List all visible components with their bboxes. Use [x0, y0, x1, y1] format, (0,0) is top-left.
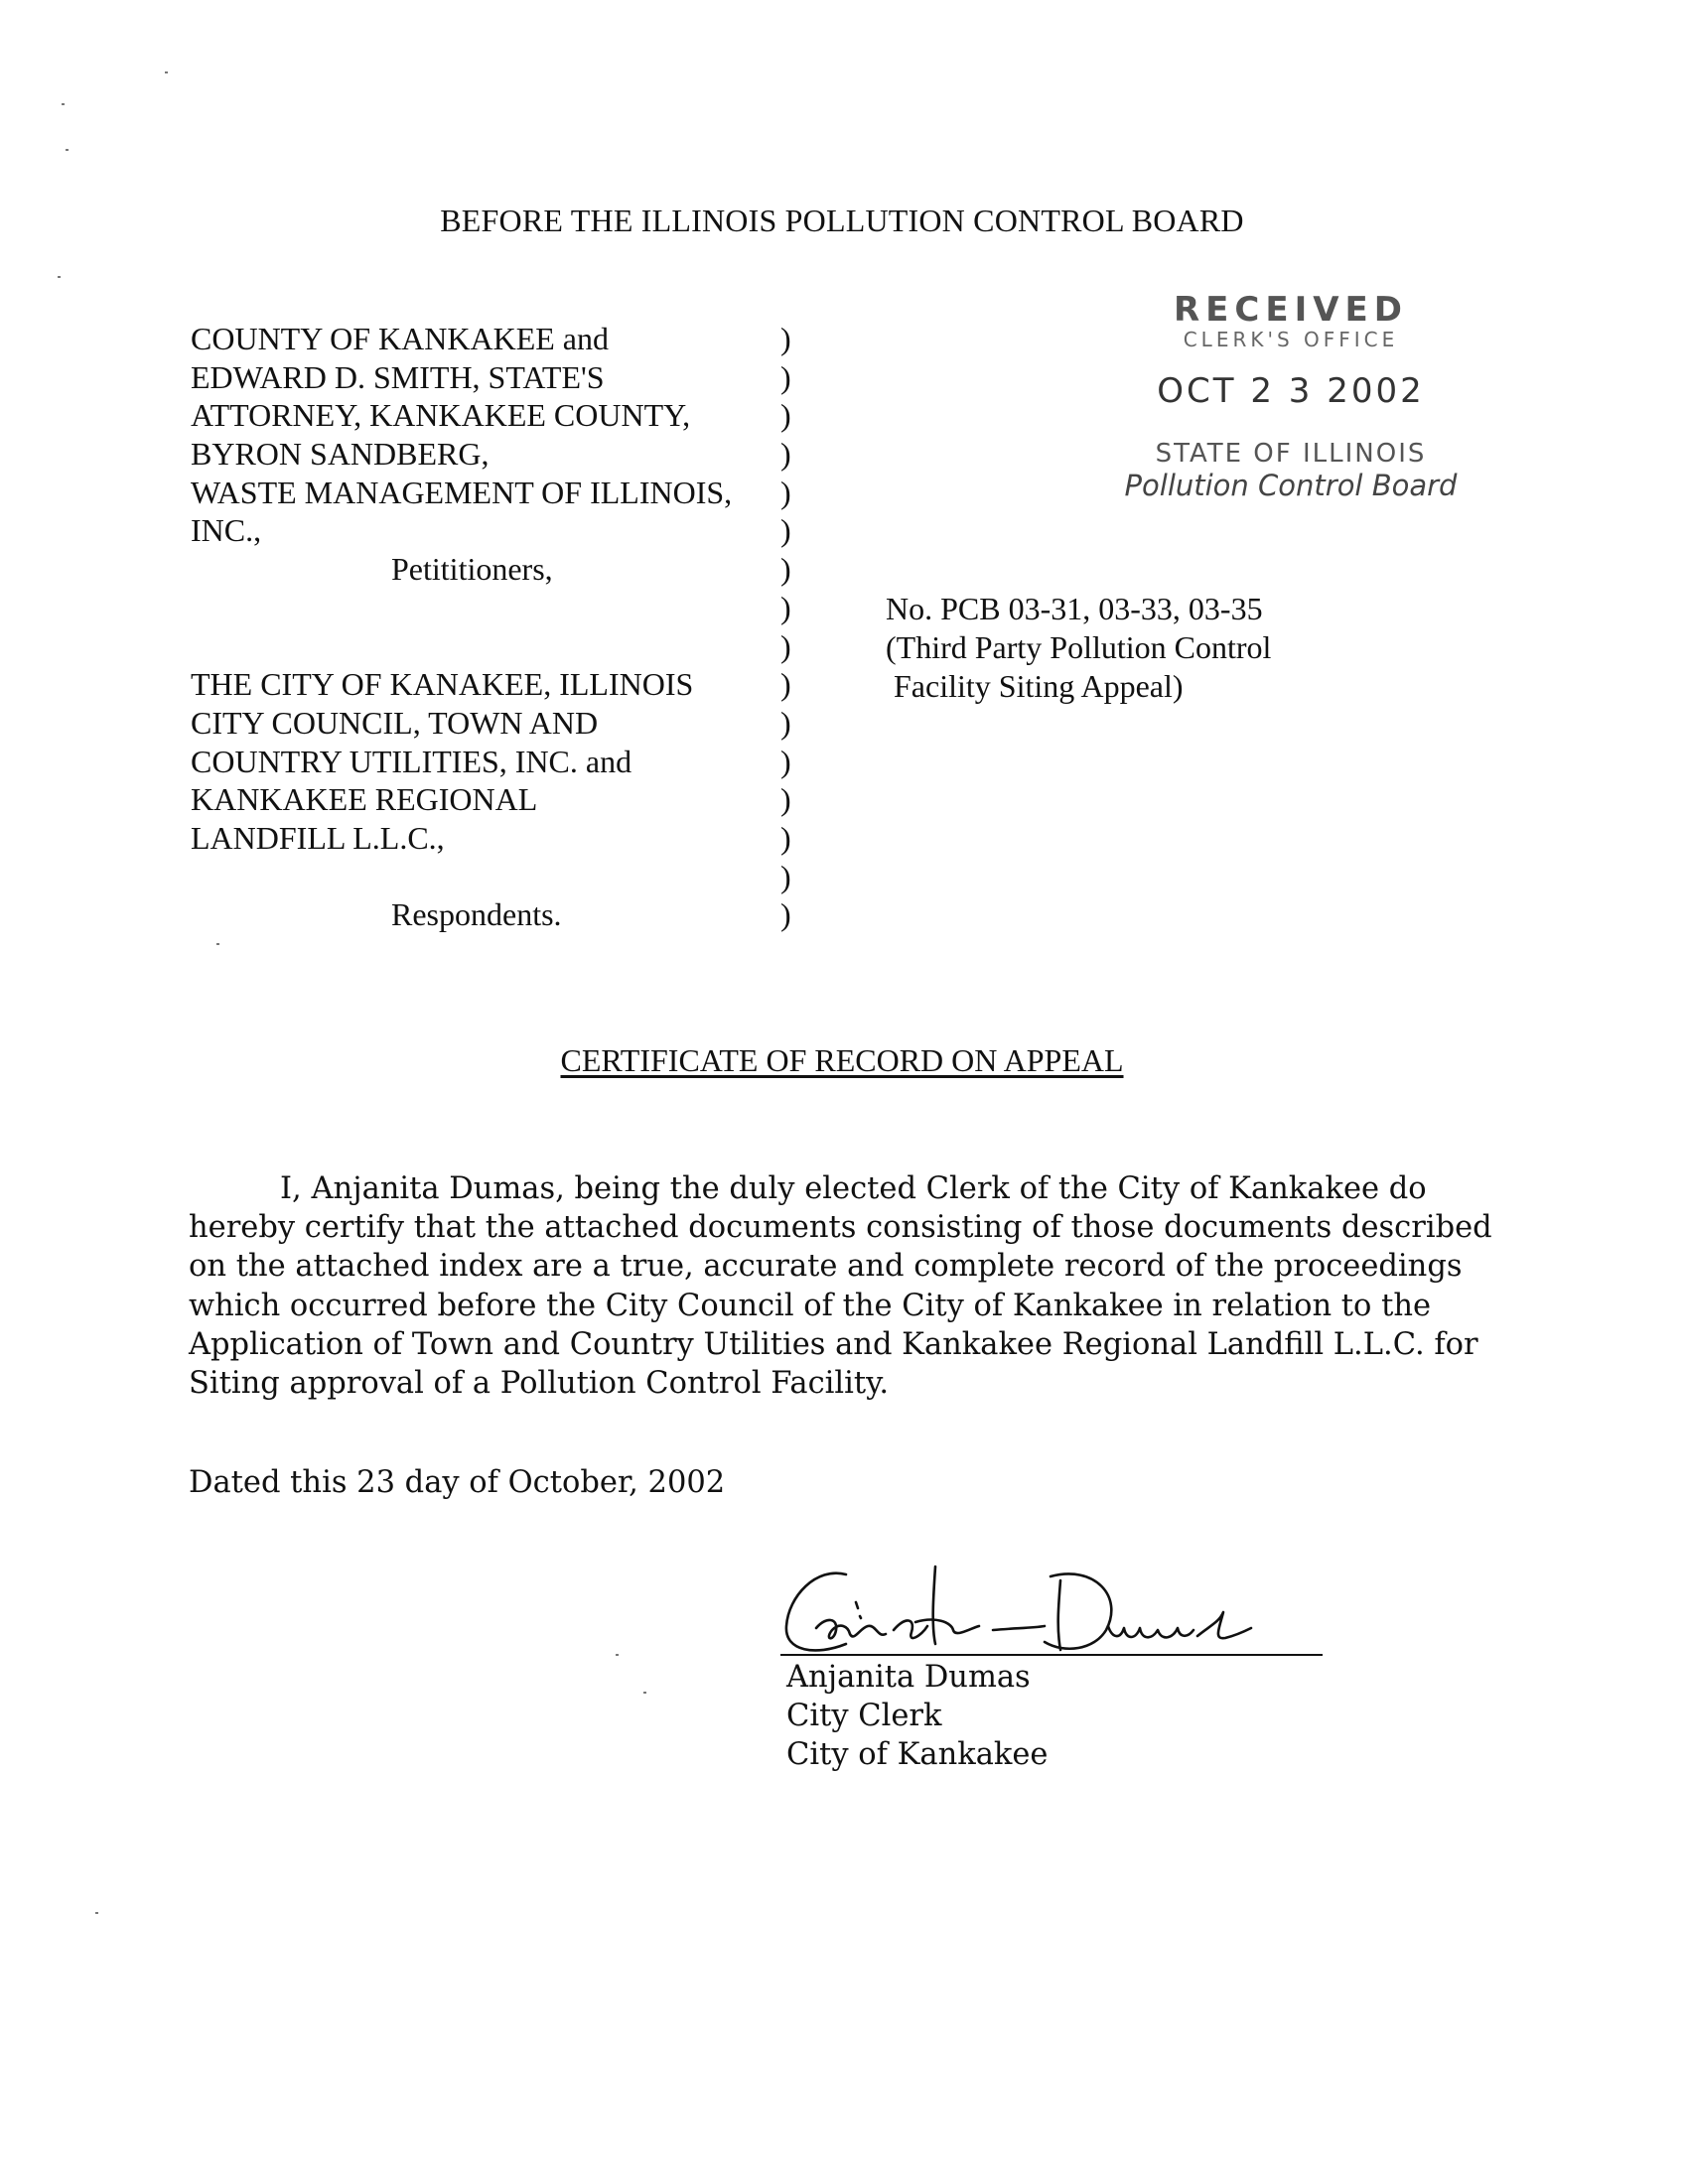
signer-title: City Clerk [786, 1699, 942, 1733]
petitioner-line: EDWARD D. SMITH, STATE'S [191, 358, 605, 395]
petitioner-line: BYRON SANDBERG, [191, 436, 490, 473]
respondents-label: Respondents. [391, 896, 562, 933]
scan-speck [616, 1654, 619, 1656]
case-number: No. PCB 03-31, 03-33, 03-35 [886, 591, 1263, 626]
paren: ) [780, 666, 791, 703]
paren: ) [780, 358, 791, 395]
petitioner-line: INC., [191, 512, 262, 549]
dated-line: Dated this 23 day of October, 2002 [189, 1465, 726, 1500]
signer-organization: City of Kankakee [786, 1737, 1049, 1772]
caption-spacer [191, 858, 826, 896]
signature-line [780, 1654, 1323, 1656]
respondent-line: CITY COUNCIL, TOWN AND [191, 704, 599, 741]
respondent-line: COUNTRY UTILITIES, INC. and [191, 743, 632, 779]
scan-speck [643, 1692, 646, 1694]
paren: ) [780, 819, 791, 856]
scan-speck [66, 149, 69, 151]
paren: ) [780, 512, 791, 549]
scan-speck [58, 276, 61, 278]
certificate-body [189, 1169, 1509, 1403]
scan-speck [95, 1912, 98, 1914]
caption-spacer [191, 627, 826, 666]
paren: ) [780, 858, 791, 894]
certificate-title: CERTIFICATE OF RECORD ON APPEAL [560, 1042, 1124, 1078]
paren: ) [780, 743, 791, 779]
petitioner-line: COUNTY OF KANKAKEE and [191, 321, 609, 356]
signer-name: Anjanita Dumas [786, 1660, 1031, 1695]
respondent-line: KANKAKEE REGIONAL [191, 781, 538, 818]
document-heading: BEFORE THE ILLINOIS POLLUTION CONTROL BOARD [440, 203, 1244, 238]
paren: ) [780, 321, 791, 356]
scan-speck [165, 71, 168, 73]
paren: ) [780, 474, 791, 510]
respondent-line: THE CITY OF KANAKEE, ILLINOIS [191, 666, 694, 703]
scan-speck [216, 943, 219, 945]
case-caption [191, 320, 826, 934]
paren: ) [780, 551, 791, 588]
signature-image [776, 1557, 1333, 1660]
petitioners-label: Petititioners, [391, 551, 553, 588]
paren: ) [780, 627, 791, 664]
case-number-block [886, 590, 1271, 706]
stamp-date: OCT 2 3 2002 [1157, 371, 1425, 411]
petitioner-line: ATTORNEY, KANKAKEE COUNTY, [191, 397, 691, 434]
petitioner-line: WASTE MANAGEMENT OF ILLINOIS, [191, 474, 733, 510]
stamp-office: CLERK'S OFFICE [1183, 328, 1399, 351]
case-description: (Third Party Pollution Control [886, 629, 1272, 665]
paren: ) [780, 896, 791, 933]
paren: ) [780, 397, 791, 434]
stamp-state: STATE OF ILLINOIS [1155, 439, 1427, 469]
caption-parentheses [780, 320, 791, 934]
stamp-received: RECEIVED [1174, 290, 1408, 330]
paren: ) [780, 589, 791, 625]
paren: ) [780, 781, 791, 818]
paren: ) [780, 436, 791, 473]
case-description: Facility Siting Appeal) [894, 668, 1184, 704]
paren: ) [780, 704, 791, 741]
caption-spacer [191, 589, 826, 627]
certificate-paragraph: I, Anjanita Dumas, being the duly elected Clerk of the City of Kankakee do hereby certify that the attached documents consisting of those documents described on the attached index are a true, accurate and complete record of the proceedings which occurred before the City Council of the City of Kankakee in relation to the Application of Town and Country Utilities and Kankakee Regional Landfill L.L.C. for Siting approval of a Pollution Control Facility. [189, 1171, 1492, 1402]
respondent-line: LANDFILL L.L.C., [191, 819, 445, 856]
signature-block [786, 1658, 1048, 1774]
stamp-board: Pollution Control Board [1124, 469, 1458, 502]
scan-speck [62, 103, 65, 105]
received-stamp [1112, 290, 1470, 502]
